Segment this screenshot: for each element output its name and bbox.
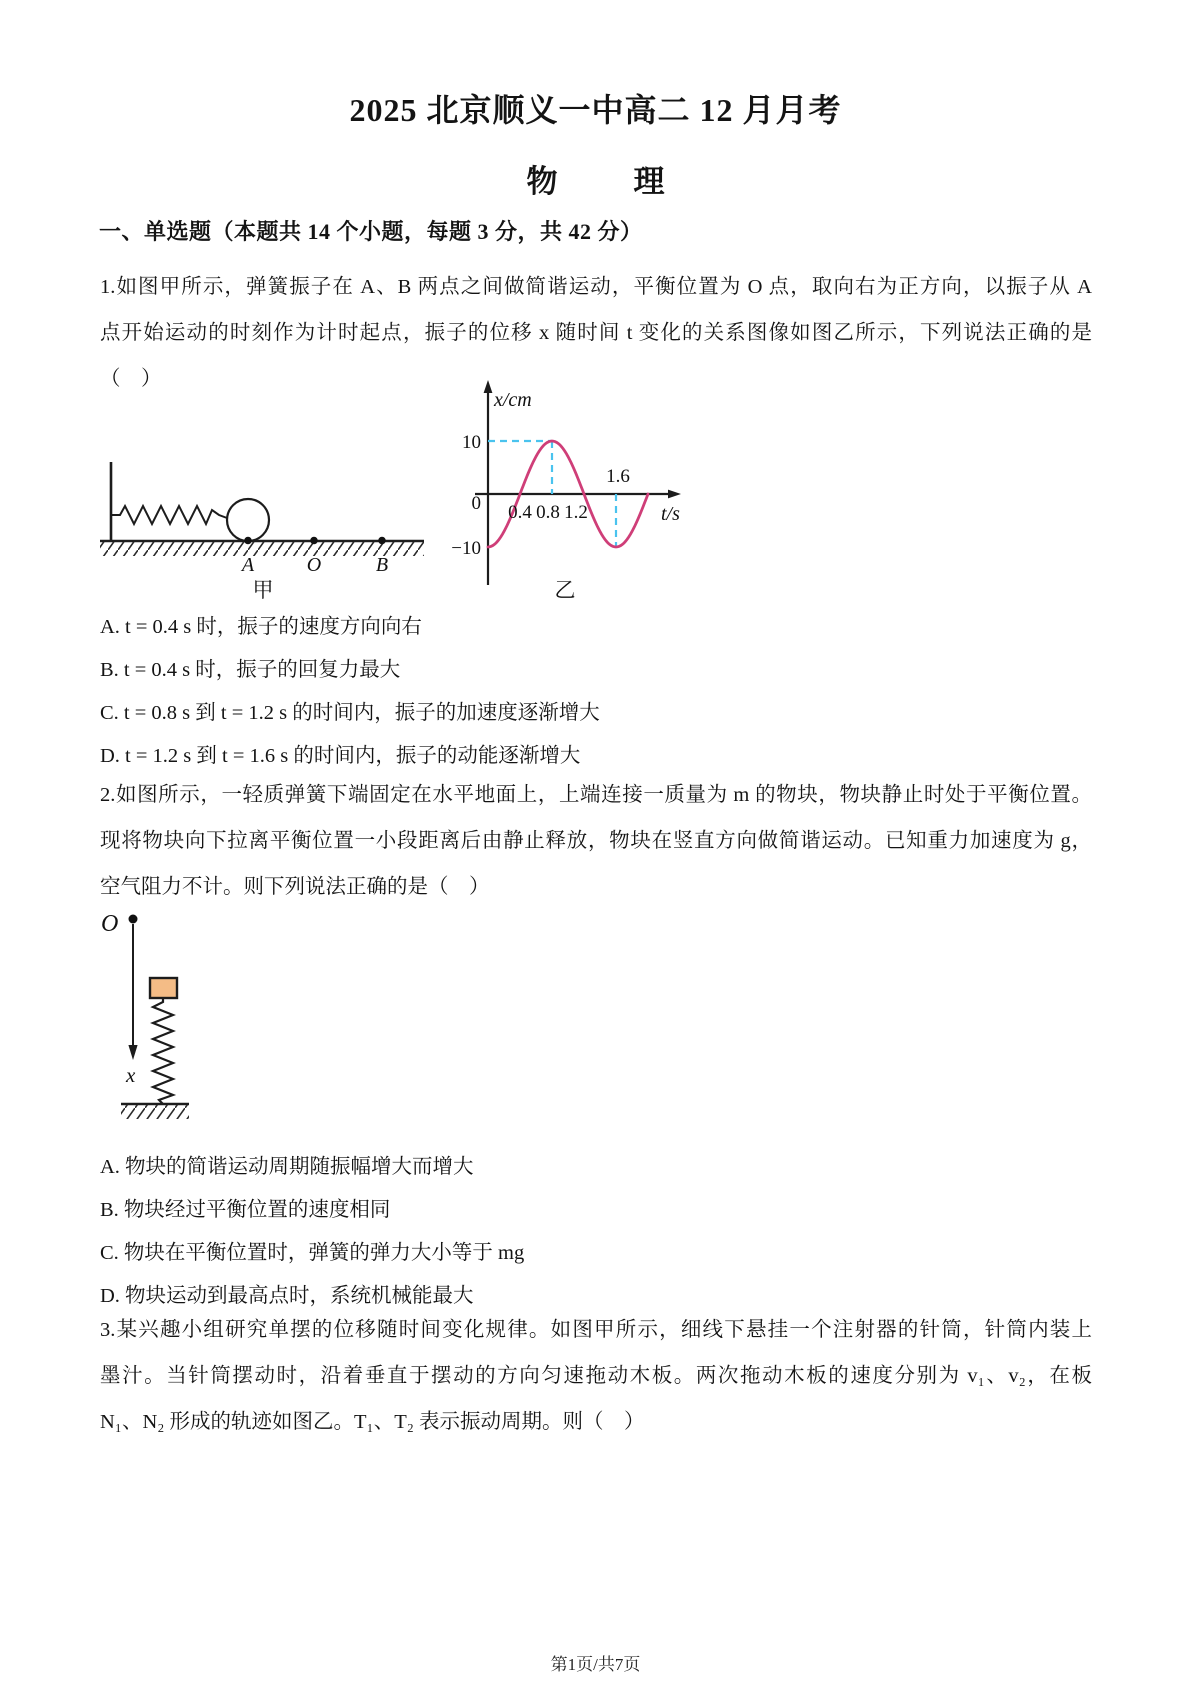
question-3-stem — [100, 1307, 1092, 1445]
option-d: D. 物块运动到最高点时，系统机械能最大 — [100, 1285, 474, 1307]
option-b: B. t = 0.4 s 时，振子的回复力最大 — [100, 659, 401, 681]
stem-line: 3.某兴趣小组研究单摆的位移随时间变化规律。如图甲所示，细线下悬挂一个注射器的针筒，针筒内装上 — [100, 1319, 1092, 1341]
page-title: 2025 北京顺义一中高二 12 月月考 — [349, 92, 842, 128]
x-axis-arrow-icon — [668, 490, 681, 499]
question-2-options — [100, 1146, 524, 1318]
stem-line: 现将物块向下拉离平衡位置一小段距离后由静止释放，物块在竖直方向做简谐运动。已知重力加速度为 g， — [100, 830, 1092, 852]
option-c: C. t = 0.8 s 到 t = 1.2 s 的时间内，振子的加速度逐渐增大 — [100, 702, 600, 724]
spring-coil — [111, 506, 227, 524]
stem-line: N₁、N₂ 形成的轨迹如图乙。T₁、T₂ 表示振动周期。则（ ） — [100, 1411, 645, 1433]
ground-hatching — [121, 1105, 189, 1119]
point-label-a: A — [241, 554, 255, 576]
option-b: B. 物块经过平衡位置的速度相同 — [100, 1199, 391, 1221]
figure-spring-oscillator — [98, 424, 428, 599]
stem-line: 1.如图甲所示，弹簧振子在 A、B 两点之间做简谐运动，平衡位置为 O 点，取向右为正方向，以振子从 A — [100, 276, 1092, 298]
x-tick-12: 1.2 — [564, 502, 588, 523]
option-a: A. t = 0.4 s 时，振子的速度方向向右 — [100, 616, 422, 638]
y-tick-10: 10 — [462, 432, 481, 453]
point-dot-o — [310, 537, 318, 545]
stem-line: 空气阻力不计。则下列说法正确的是（ ） — [100, 876, 490, 898]
figure-caption-jia: 甲 — [252, 578, 274, 602]
subject-char-right: 理 — [633, 164, 665, 199]
oscillator-ball — [227, 499, 269, 541]
x-axis-label: x — [126, 1063, 136, 1087]
x-tick-08: 0.8 — [536, 502, 560, 523]
block — [150, 978, 177, 998]
point-label-b: B — [375, 554, 389, 576]
question-2-stem — [100, 772, 1092, 910]
y-axis-arrow-icon — [484, 380, 493, 393]
option-a: A. 物块的简谐运动周期随振幅增大而增大 — [100, 1156, 474, 1178]
y-tick-0: 0 — [471, 493, 481, 514]
point-dot-a — [244, 537, 252, 545]
stem-line: 2.如图所示，一轻质弹簧下端固定在水平地面上，上端连接一质量为 m 的物块，物块静止时处于平衡位置。 — [100, 784, 1092, 806]
figure-caption-yi: 乙 — [554, 578, 576, 602]
y-tick-neg10: −10 — [451, 538, 481, 559]
figure-vertical-spring — [95, 898, 225, 1133]
subject-title — [0, 162, 1191, 202]
option-d: D. t = 1.2 s 到 t = 1.6 s 的时间内，振子的动能逐渐增大 — [100, 745, 581, 767]
section-header: 一、单选题（本题共 14 个小题，每题 3 分，共 42 分） — [99, 219, 643, 244]
figure-displacement-time-graph — [425, 378, 705, 593]
x-axis-arrow-icon — [128, 1045, 137, 1060]
point-dot-b — [378, 537, 386, 545]
spring-coil — [153, 998, 173, 1104]
stem-line: （ ） — [100, 368, 162, 390]
point-label-o: O — [306, 554, 322, 576]
stem-line: 点开始运动的时刻作为计时起点，振子的位移 x 随时间 t 变化的关系图像如图乙所示，下列说法正确的是 — [100, 322, 1092, 344]
origin-label: O — [101, 911, 119, 937]
origin-dot — [129, 915, 138, 924]
stem-line: 墨汁。当针筒摆动时，沿着垂直于摆动的方向匀速拖动木板。两次拖动木板的速度分别为 v₁、v₂，在板 — [100, 1365, 1092, 1387]
x-axis-label: t/s — [661, 503, 680, 525]
y-axis-label: x/cm — [494, 389, 532, 411]
question-1-options — [100, 606, 600, 778]
x-tick-16: 1.6 — [606, 466, 630, 487]
subject-char-left: 物 — [526, 164, 558, 199]
page-number: 第1页/共7页 — [550, 1655, 641, 1674]
option-c: C. 物块在平衡位置时，弹簧的弹力大小等于 mg — [100, 1242, 525, 1264]
x-tick-04: 0.4 — [508, 502, 532, 523]
